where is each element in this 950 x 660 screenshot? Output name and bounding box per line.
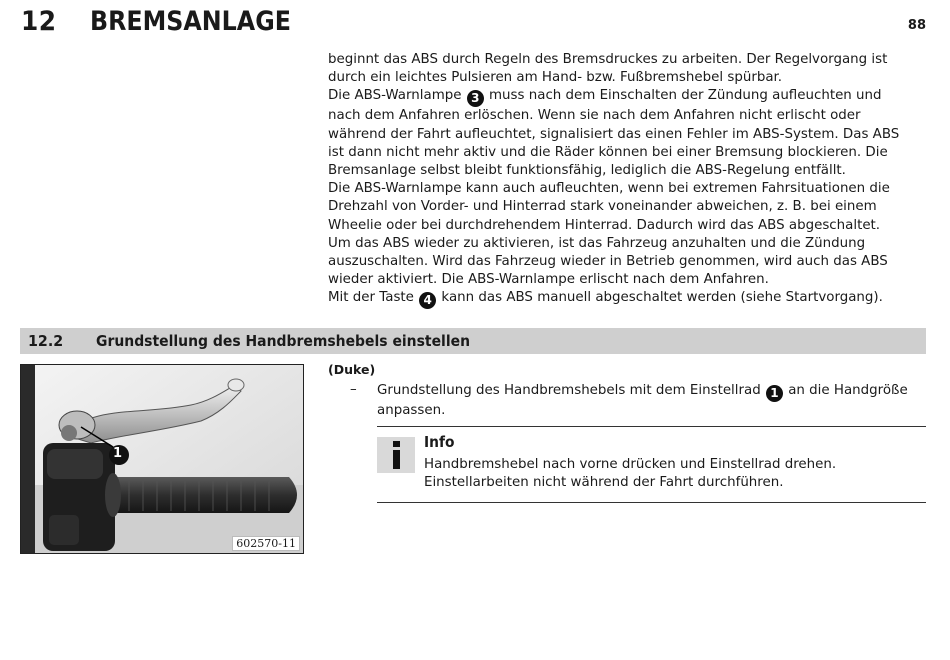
instruction-text-a: Grundstellung des Handbremshebels mit dem Einstellrad — [377, 383, 765, 398]
paragraph-4: Um das ABS wieder zu aktivieren, ist das Fahrzeug anzuhalten und die Zündung auszuschalten. Wird das Fahrzeug wieder in Betrieb genommen, wird auch das ABS wieder aktiviert. Die ABS-Warnlampe erlischt nach dem Anfahren. — [328, 235, 888, 288]
paragraph-2 — [328, 87, 918, 180]
model-label: (Duke) — [328, 362, 376, 377]
chapter-title: BREMSANLAGE — [90, 6, 291, 37]
info-box — [377, 426, 926, 503]
photo-callout-1: 1 — [113, 446, 123, 461]
instruction-text-b: an die Handgröße anpassen. — [377, 383, 908, 418]
brake-lever-illustration — [21, 365, 304, 554]
paragraph-5-text-a: Mit der Taste — [328, 290, 419, 306]
paragraph-2-text-b: muss nach dem Einschalten der Zündung aufleuchten und nach dem Anfahren erlöschen. Wenn sie nach dem Anfahren nicht erlischt oder während der Fahrt aufleuchtet, signalisiert das einen Fehler im ABS-System. Das ABS ist dann nicht mehr aktiv und die Räder können bei einer Bremsung blockieren. Die Bremsanlage selbst bleibt funktionsfähig, lediglich die ABS-Regelung entfällt. — [328, 88, 900, 179]
section-number: 12.2 — [28, 332, 64, 350]
page-number: 88 — [907, 18, 926, 33]
body-text — [328, 51, 918, 309]
info-line-2: Einstellarbeiten nicht während der Fahrt durchführen. — [424, 475, 784, 491]
info-line-1: Handbremshebel nach vorne drücken und Einstellrad drehen. — [424, 457, 837, 472]
info-title: Info — [424, 433, 455, 451]
paragraph-3: Die ABS-Warnlampe kann auch aufleuchten, wenn bei extremen Fahrsituationen die Drehzahl von Vorder- und Hinterrad stark voneinander abweichen, z. B. bei einem Wheelie oder bei durchdrehendem Hinterrad. Dadurch wird das ABS abgeschaltet. — [328, 181, 890, 233]
paragraph-5-text-b: kann das ABS manuell abgeschaltet werden (siehe Startvorgang). — [437, 290, 883, 306]
paragraph-1: beginnt das ABS durch Regeln des Bremsdruckes zu arbeiten. Der Regelvorgang ist durch ein leichtes Pulsieren am Hand- bzw. Fußbremshebel spürbar. — [328, 52, 888, 86]
photo-caption: 602570-11 — [232, 536, 300, 551]
callout-marker-3: 3 — [467, 90, 484, 107]
info-icon — [377, 437, 415, 473]
brake-lever-photo — [20, 364, 304, 554]
section-title: Grundstellung des Handbremshebels einstellen — [96, 332, 471, 350]
chapter-number: 12 — [21, 6, 57, 37]
section-heading-bar — [20, 328, 926, 354]
callout-marker-4: 4 — [419, 292, 436, 309]
callout-marker-1: 1 — [766, 385, 783, 402]
instruction-step — [377, 382, 917, 420]
paragraph-5 — [328, 289, 918, 309]
paragraph-2-text-a: Die ABS-Warnlampe — [328, 88, 466, 104]
list-dash: – — [350, 382, 357, 397]
info-text — [424, 456, 836, 492]
